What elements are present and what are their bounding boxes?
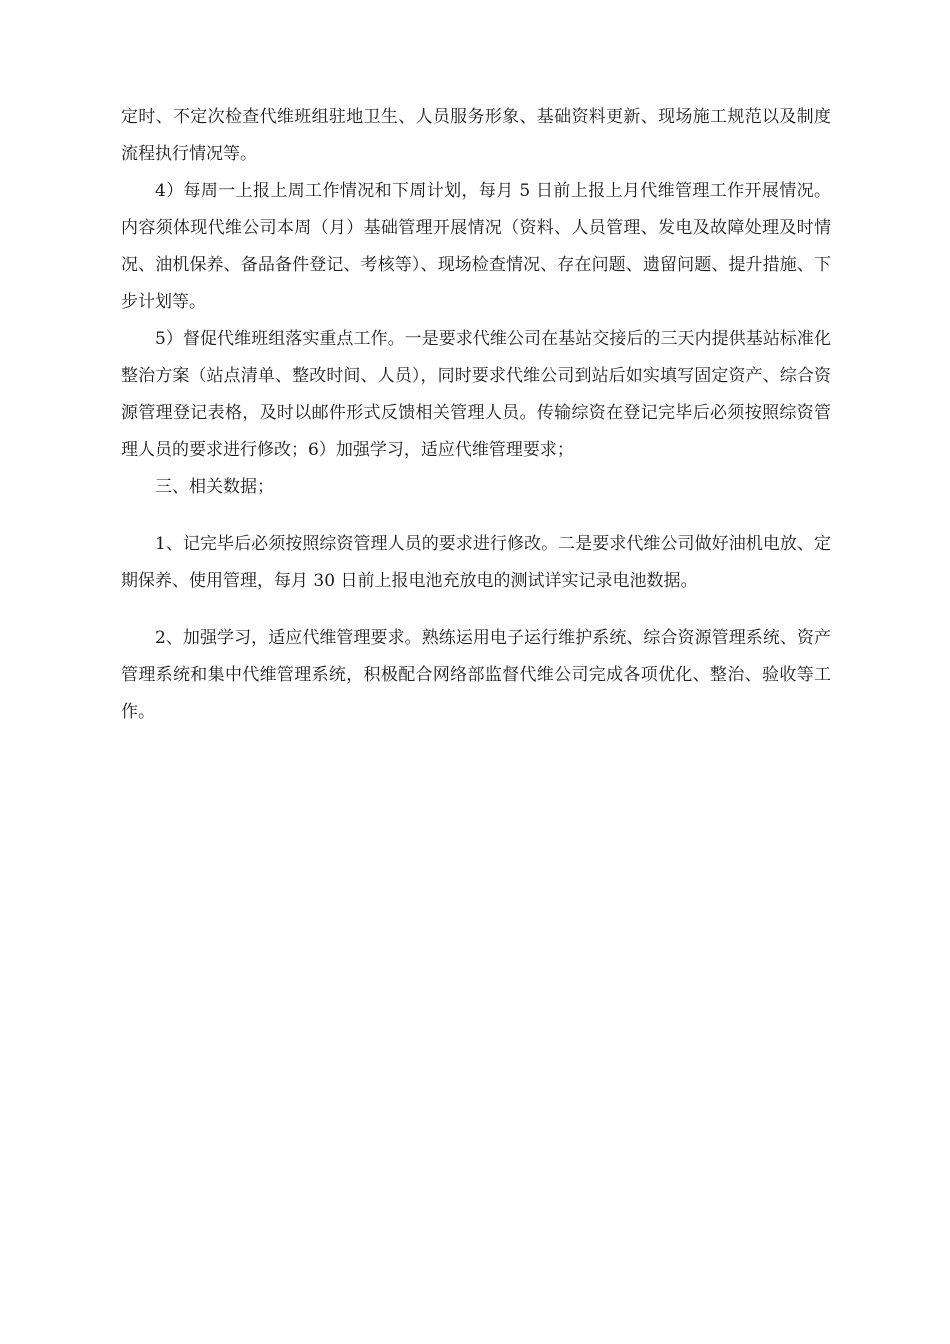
paragraph-item-5: 5）督促代维班组落实重点工作。一是要求代维公司在基站交接后的三天内提供基站标准化整治方案（站点清单、整改时间、人员），同时要求代维公司到站后如实填写固定资产、综合资源管理登记表格，及时以邮件形式反馈相关管理人员。传输综资在登记完毕后必须按照综资管理人员的要求进行修改；6）加强学习，适应代维管理要求；	[121, 329, 831, 460]
paragraph-item-4: 4）每周一上报上周工作情况和下周计划，每月 5 日前上报上月代维管理工作开展情况。内容须体现代维公司本周（月）基础管理开展情况（资料、人员管理、发电及故障处理及时情况、油机保养、备品备件登记、考核等）、现场检查情况、存在问题、遗留问题、提升措施、下步计划等。	[121, 181, 831, 312]
paragraph-data-2: 2、加强学习，适应代维管理要求。熟练运用电子运行维护系统、综合资源管理系统、资产管理系统和集中代维管理系统，积极配合网络部监督代维公司完成各项优化、整治、验收等工作。	[121, 628, 831, 722]
document-body	[121, 99, 831, 731]
section-heading-related-data: 三、相关数据；	[155, 477, 274, 497]
paragraph-data-1: 1、记完毕后必须按照综资管理人员的要求进行修改。二是要求代维公司做好油机电放、定期保养、使用管理，每月 30 日前上报电池充放电的测试详实记录电池数据。	[121, 534, 831, 591]
paragraph-continuation: 定时、不定次检查代维班组驻地卫生、人员服务形象、基础资料更新、现场施工规范以及制度流程执行情况等。	[121, 107, 831, 164]
